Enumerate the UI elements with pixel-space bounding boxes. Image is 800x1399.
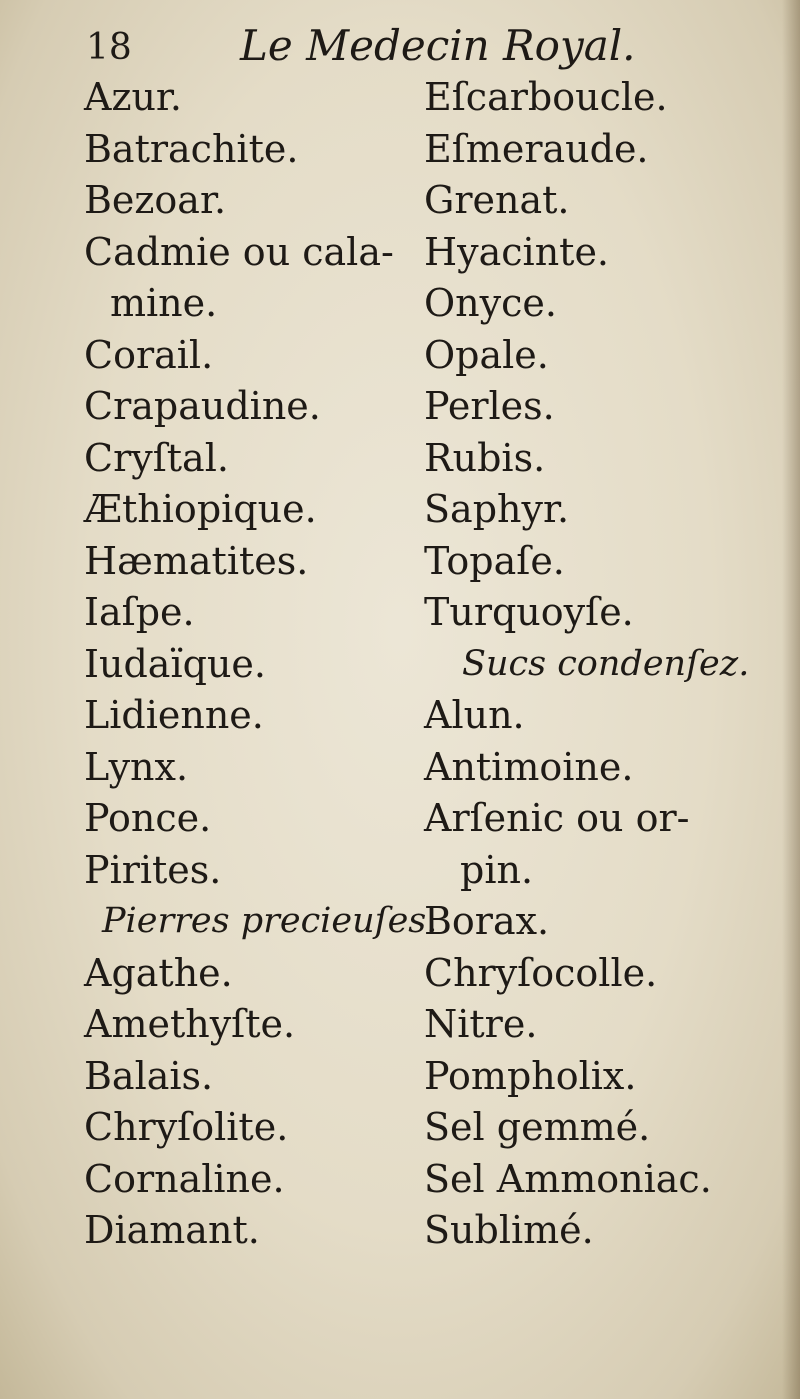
- left-list-item: Crapaudine.: [84, 384, 321, 428]
- right-section-heading: Sucs condenſez.: [462, 643, 750, 684]
- right-list-item: Sel Ammoniac.: [424, 1156, 712, 1201]
- left-list-item: Iaſpe.: [84, 590, 195, 634]
- left-list-item: Balais.: [84, 1053, 214, 1098]
- running-title: Le Medecin Royal.: [240, 21, 636, 70]
- left-list-item: Cornaline.: [84, 1156, 285, 1201]
- page-number: 18: [86, 27, 132, 68]
- right-list-item: Saphyr.: [424, 487, 570, 531]
- right-list-item: Sublimé.: [424, 1208, 594, 1252]
- right-list-item: Grenat.: [424, 178, 570, 222]
- right-list-item: pin.: [460, 847, 534, 892]
- right-list-item: Onyce.: [424, 281, 557, 325]
- left-list-item: mine.: [110, 281, 218, 325]
- left-column: [84, 72, 438, 1257]
- left-section-heading: Pierres precieuſes.: [102, 901, 438, 941]
- left-list-item: Corail.: [84, 332, 214, 377]
- right-list-item: Arſenic ou or-: [424, 796, 690, 840]
- left-list-item: Bezoar.: [84, 178, 227, 222]
- right-list-item: Eſcarboucle.: [424, 75, 668, 119]
- left-list-item: Iudaïque.: [84, 641, 266, 686]
- right-list-item: Topaſe.: [424, 538, 565, 583]
- right-list-item: Eſmeraude.: [424, 126, 649, 171]
- left-list-item: Azur.: [84, 75, 183, 119]
- right-list-item: Alun.: [424, 693, 525, 737]
- left-list-item: Diamant.: [84, 1208, 260, 1252]
- right-list-item: Sel gemmé.: [424, 1105, 651, 1149]
- right-column: [424, 72, 750, 1257]
- left-list-item: Batrachite.: [84, 126, 299, 171]
- right-list-item: Borax.: [424, 899, 550, 943]
- right-list-item: Pompholix.: [424, 1053, 637, 1098]
- running-head: [0, 20, 800, 80]
- left-list-item: Pirites.: [84, 847, 222, 892]
- left-list-item: Æthiopique.: [84, 487, 317, 531]
- left-list-item: Cadmie ou cala-: [84, 229, 394, 274]
- left-list-item: Hæmatites.: [84, 538, 309, 583]
- left-list-item: Lynx.: [84, 744, 189, 789]
- left-list-item: Amethyſte.: [84, 1002, 296, 1046]
- right-list-item: Opale.: [424, 332, 549, 377]
- right-list-item: Nitre.: [424, 1002, 538, 1046]
- left-list-item: Ponce.: [84, 796, 212, 840]
- left-list-item: Cryſtal.: [84, 435, 229, 480]
- right-list-item: Antimoine.: [424, 744, 634, 789]
- left-list-item: Chryſolite.: [84, 1105, 289, 1149]
- right-list-item: Turquoyſe.: [424, 590, 634, 634]
- right-list-item: Rubis.: [424, 435, 546, 480]
- left-list-item: Agathe.: [84, 950, 233, 995]
- right-list-item: Chryſocolle.: [424, 950, 658, 995]
- right-list-item: Perles.: [424, 384, 555, 428]
- left-list-item: Lidienne.: [84, 693, 264, 737]
- right-list-item: Hyacinte.: [424, 229, 610, 274]
